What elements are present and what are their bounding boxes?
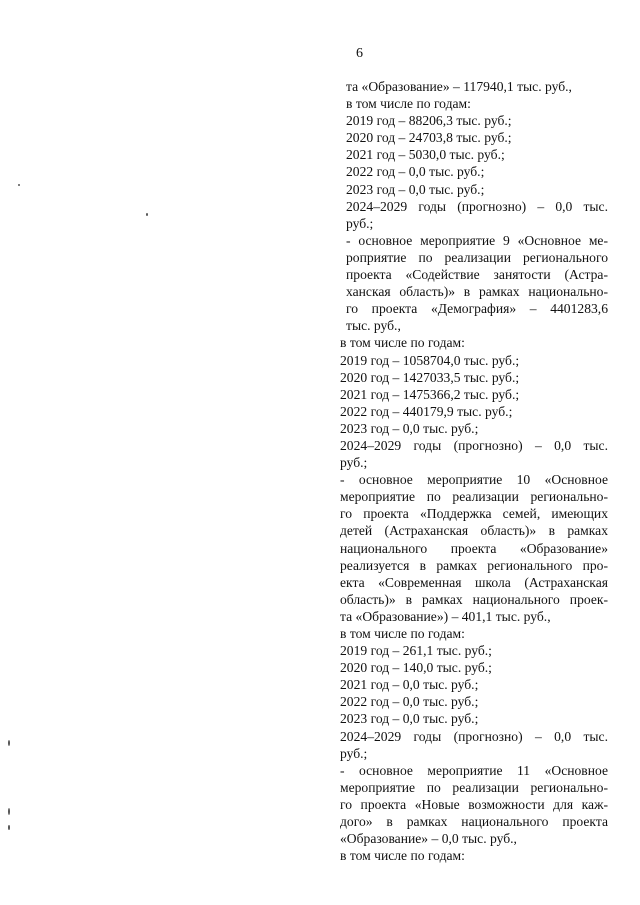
text-line: 2021 год – 0,0 тыс. руб.; (340, 677, 479, 693)
text-line: го проекта «Поддержка семей, имеющих (340, 506, 608, 522)
text-line: го проекта «Демография» – 4401283,6 (346, 301, 608, 317)
text-line: мероприятие по реализации регионально- (340, 489, 608, 505)
text-line: 2020 год – 1427033,5 тыс. руб.; (340, 369, 520, 385)
text-line: 2024–2029 годы (прогнозно) – 0,0 тыс. (340, 728, 608, 744)
text-line: та «Образование» – 117940,1 тыс. руб., (346, 79, 572, 94)
text-line: реализуется в рамках регионального про- (340, 557, 608, 573)
text-line: 2022 год – 0,0 тыс. руб.; (340, 694, 479, 710)
text-line: тыс. руб., (346, 318, 401, 334)
text-line: руб.; (346, 215, 374, 231)
text-line: 2019 год – 1058704,0 тыс. руб.; (340, 352, 520, 368)
text-line: 2024–2029 годы (прогнозно) – 0,0 тыс. (340, 437, 608, 453)
text-line: екта «Современная школа (Астраханская (340, 574, 608, 590)
text-line: 2020 год – 140,0 тыс. руб.; (340, 660, 492, 676)
text-line: 2019 год – 88206,3 тыс. руб.; (346, 113, 512, 129)
text-line: 2020 год – 24703,8 тыс. руб.; (346, 130, 512, 146)
text-line: в том числе по годам: (340, 848, 465, 864)
text-line: 2023 год – 0,0 тыс. руб.; (340, 711, 479, 727)
scan-speck (18, 184, 20, 186)
text-line: та «Образование») – 401,1 тыс. руб., (340, 608, 551, 624)
text-line: ханская область)» в рамках национально- (346, 284, 608, 300)
text-line: в том числе по годам: (340, 626, 465, 641)
text-line: роприятие по реализации регионального (346, 249, 608, 265)
text-line: 2024–2029 годы (прогнозно) – 0,0 тыс. (346, 198, 608, 214)
scan-speck (8, 740, 10, 746)
scan-speck (8, 825, 10, 830)
text-line: - основное мероприятие 11 «Основное (340, 762, 608, 778)
page-number: 6 (356, 46, 363, 61)
text-line: дого» в рамках национального проекта (340, 814, 608, 830)
text-line: руб.; (340, 745, 368, 761)
text-line: область)» в рамках национального проек- (340, 591, 608, 607)
text-line: 2019 год – 261,1 тыс. руб.; (340, 643, 492, 659)
text-line: мероприятие по реализации регионально- (340, 779, 608, 795)
text-line: детей (Астраханская область)» в рамках (340, 523, 608, 539)
text-line: проекта «Содействие занятости (Астра- (346, 267, 608, 283)
scan-speck (146, 213, 148, 216)
text-line: 2021 год – 5030,0 тыс. руб.; (346, 147, 505, 163)
text-line: руб.; (340, 455, 368, 471)
text-line: - основное мероприятие 9 «Основное ме- (346, 232, 608, 248)
text-line: в том числе по годам: (346, 96, 471, 112)
text-line: го проекта «Новые возможности для каж- (340, 796, 608, 812)
text-line: «Образование» – 0,0 тыс. руб., (340, 831, 517, 847)
text-column (340, 78, 608, 864)
text-line: 2023 год – 0,0 тыс. руб.; (346, 181, 485, 197)
text-line: в том числе по годам: (340, 335, 465, 351)
text-line: 2023 год – 0,0 тыс. руб.; (340, 420, 479, 436)
text-line: национального проекта «Образование» (340, 540, 608, 556)
scan-speck (8, 808, 10, 815)
text-line: 2022 год – 0,0 тыс. руб.; (346, 164, 485, 180)
text-line: 2021 год – 1475366,2 тыс. руб.; (340, 386, 520, 402)
text-line: - основное мероприятие 10 «Основное (340, 472, 608, 488)
text-line: 2022 год – 440179,9 тыс. руб.; (340, 403, 513, 419)
